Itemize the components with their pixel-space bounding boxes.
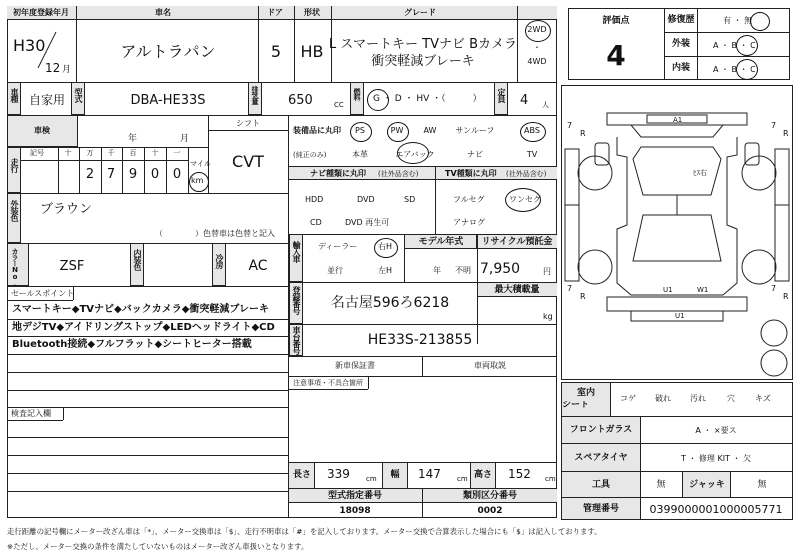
diagram-seven: 7 [567,284,573,293]
tools-label: 工具 [591,480,611,490]
interior-grade-label: 内装 [671,63,691,73]
displacement-value: 650 [288,93,313,108]
inspection-label: 車検 [34,126,50,135]
diagram-a1: A1 [673,116,683,124]
height-label: 高さ [473,470,493,480]
navi-cd: CD [310,218,322,227]
diagram-r: R [783,292,789,301]
seat-option: 穴 [727,394,735,403]
color-no-value: ZSF [59,259,85,274]
tv-label: TV種類に丸印 [445,169,497,178]
width-unit: cm [457,475,468,483]
model-year-unknown: 不明 [455,266,471,275]
equip-tv: TV [526,150,538,159]
footer-line1: 走行距離の記号欄にメーター改ざん車は「*」、メーター交換車は「$」、走行不明車は「#」を記入しております。メーター交換で合算表示した場合にも「$」は記入しております。 [7,527,602,536]
sales-point-line: スマートキー◆TVナビ◆バックカメラ◆衝突軽減ブレーキ [12,304,270,315]
equipment-label: 装備品に丸印 [293,126,341,135]
navi-dvd-play: DVD 再生可 [345,218,390,227]
diagram-r: R [783,129,789,138]
exterior-label: 外装色 [10,200,19,221]
car-diagram-drawing [561,85,793,380]
ac-value: AC [248,258,268,274]
tv-fullseg: フルセグ [453,195,485,204]
usage-label: 車種 [10,88,19,102]
tools-value: 無 [656,480,666,490]
width-label: 幅 [390,470,400,480]
exterior-color: ブラウン [40,202,93,217]
warranty-label: 新車保証書 [335,361,375,370]
diagram-w1: W1 [697,286,709,294]
jack-label: ジャッキ [689,480,725,490]
capacity-value: 4 [520,93,529,108]
grade-label: グレード [404,8,436,17]
doors-value: 5 [270,42,282,61]
navi-label: ナビ種類に丸印 [310,169,366,178]
diagram-hishi: ﾋｽ右 [693,169,707,177]
model-year-label: モデル年式 [418,237,464,247]
equip-abs: ABS [524,126,540,135]
interior-color-label: 内装色 [133,249,142,270]
tv-sub: (社外品含む) [506,170,547,178]
fuel-options: G ・ D ・ HV ・（ ） [373,94,482,104]
equip-sunroof: サンルーフ [455,126,495,135]
recycle-unit: 円 [543,267,551,276]
navi-dvd: DVD [357,195,375,204]
max-load-label: 最大積載量 [494,285,540,295]
diagram-seven: 7 [771,284,777,293]
spare-options: T ・ 修理 KIT ・ 欠 [680,454,752,463]
drive-4wd: 4WD [527,57,547,66]
sales-point-line: 地デジTV◆アイドリングストップ◆LEDヘッドライト◆CD [12,322,275,333]
mileage-label: 走行 [10,158,19,172]
displacement-label: 排気量 [251,86,259,104]
model-value: DBA-HE33S [130,93,206,108]
seat-label: シート [562,401,590,410]
category-value: 0002 [477,506,503,516]
windshield-options: A ・ ×要ス [695,426,737,435]
name-label: 車名 [155,8,171,17]
inspection-year: 年 [128,134,138,144]
navi-sub: (社外品含む) [378,170,419,178]
capacity-label: 定員 [497,88,506,102]
width-value: 147 [418,467,441,481]
diagram-r: R [580,129,586,138]
shape-value: HB [300,42,324,61]
shift-label: シフト [236,119,260,128]
chassis-label: 車台番号 [292,326,301,354]
capacity-unit: 人 [542,101,549,109]
equip-ps: PS [355,126,365,135]
seat-option: 破れ [655,394,671,403]
mileage-digit: 9 [128,167,138,182]
ac-label: 冷房 [215,254,224,268]
month-value: 12 [45,61,61,75]
recycle-label: リサイクル預託金 [481,237,553,247]
repaint-note: （ ）色替車は色替と記入 [155,229,275,238]
equip-leather: 本革 [352,150,368,159]
year-value: H30 [13,36,46,55]
diagram-u1: U1 [663,286,673,294]
equip-navi: ナビ [467,150,483,159]
diagram-r: R [580,292,586,301]
car-name: アルトラパン [120,42,216,61]
seat-option: 汚れ [690,394,706,403]
drive-dot: ・ [533,43,541,52]
navi-hdd: HDD [305,195,324,204]
diagram-u1-rear: U1 [675,312,685,320]
shape-label: 形状 [304,8,320,17]
symbol-label: 記号 [30,149,44,157]
seat-option: コゲ [620,394,636,403]
height-unit: cm [545,475,556,483]
recycle-value: 7,950 [480,261,521,277]
exterior-grades: A ・ B ・ C [713,41,756,50]
max-load-unit: kg [543,312,553,321]
windshield-label: フロントガラス [569,425,633,435]
footer-line2: ※ただし、メーター交換の条件を満たしていないものはメーター改ざん車扱いとなります。 [7,542,309,551]
repair-options: 有 ・ 無 [723,16,753,25]
length-value: 339 [327,467,350,481]
management-value: 0399000001000005771 [649,503,783,516]
fuel-label: 燃料 [353,88,361,100]
repair-none-circle [750,12,770,31]
digit-label: 千 [107,149,115,157]
spare-label: スペアタイヤ [574,453,628,463]
import-label: 輸入車 [292,241,301,262]
import-parallel: 並行 [327,266,343,275]
sales-points-label: セールスポイント [11,289,75,298]
manual-label: 車両取説 [474,361,506,370]
mileage-digit: 7 [106,167,116,182]
digit-label: 十 [151,149,159,157]
chassis-value: HE33S-213855 [367,332,473,348]
designation-label: 型式指定番号 [327,491,383,501]
digit-label: 百 [129,149,137,157]
equip-pw: PW [390,126,404,135]
km-label: km [191,176,204,185]
seat-label-1: 室内 [576,388,596,398]
year-label: 初年度登録年月 [13,8,69,17]
repair-label: 修復歴 [667,15,695,25]
category-label: 類別区分番号 [462,491,518,501]
inspection-month: 月 [180,134,190,144]
score-value: 4 [606,39,626,72]
mileage-digit: 0 [172,167,182,182]
door-label: ドア [267,8,283,17]
score-label: 評価点 [602,16,630,26]
jack-value: 無 [757,480,767,490]
import-left: 左H [378,266,393,275]
model-label: 型式 [74,88,83,102]
mileage-digit: 0 [150,167,160,182]
digit-label: 万 [86,149,94,157]
digit-label: 十 [64,149,72,157]
usage-value: 自家用 [29,93,66,107]
color-no-label: カラーNo. [11,248,19,287]
digit-label: 一 [173,149,181,157]
month-unit: 月 [62,65,72,75]
exterior-grade-label: 外装 [671,39,691,49]
registration-value: 名古屋596ろ6218 [330,295,450,311]
equip-airbag: エアバック [395,150,435,159]
seat-option: キズ [755,394,771,403]
diagram-seven: 7 [567,121,573,130]
equip-aw: AW [423,126,437,135]
shift-value: CVT [232,152,264,171]
notes-label: 検査記入欄 [11,409,51,418]
mile-label: マイル [190,160,211,168]
import-dealer: ディーラー [318,242,358,251]
length-unit: cm [366,475,377,483]
grade-line1: L スマートキー TVナビ Bカメラ [328,37,518,52]
sales-point-line: Bluetooth接続◆フルフラット◆シートヒーター搭載 [12,339,252,350]
designation-value: 18098 [339,506,371,516]
length-label: 長さ [292,470,312,480]
tv-analog: アナログ [453,218,485,227]
height-value: 152 [508,467,531,481]
grade-line2: 衝突軽減ブレーキ [371,54,475,69]
mileage-digit: 2 [85,167,95,182]
caution-label: 注意事項・不具合箇所 [293,379,363,387]
import-right: 右H [378,242,393,251]
navi-sd: SD [404,195,416,204]
cc-unit: CC [334,101,344,109]
management-label: 管理番号 [582,504,620,514]
model-year-unit: 年 [433,266,441,275]
tv-oneseg: ワンセグ [509,195,541,204]
registration-label: 登録番号 [292,286,301,314]
drive-2wd: 2WD [527,25,547,34]
interior-grades: A ・ B ・ C [713,65,756,74]
diagram-seven: 7 [771,121,777,130]
equipment-sub: (純正のみ) [293,151,327,159]
